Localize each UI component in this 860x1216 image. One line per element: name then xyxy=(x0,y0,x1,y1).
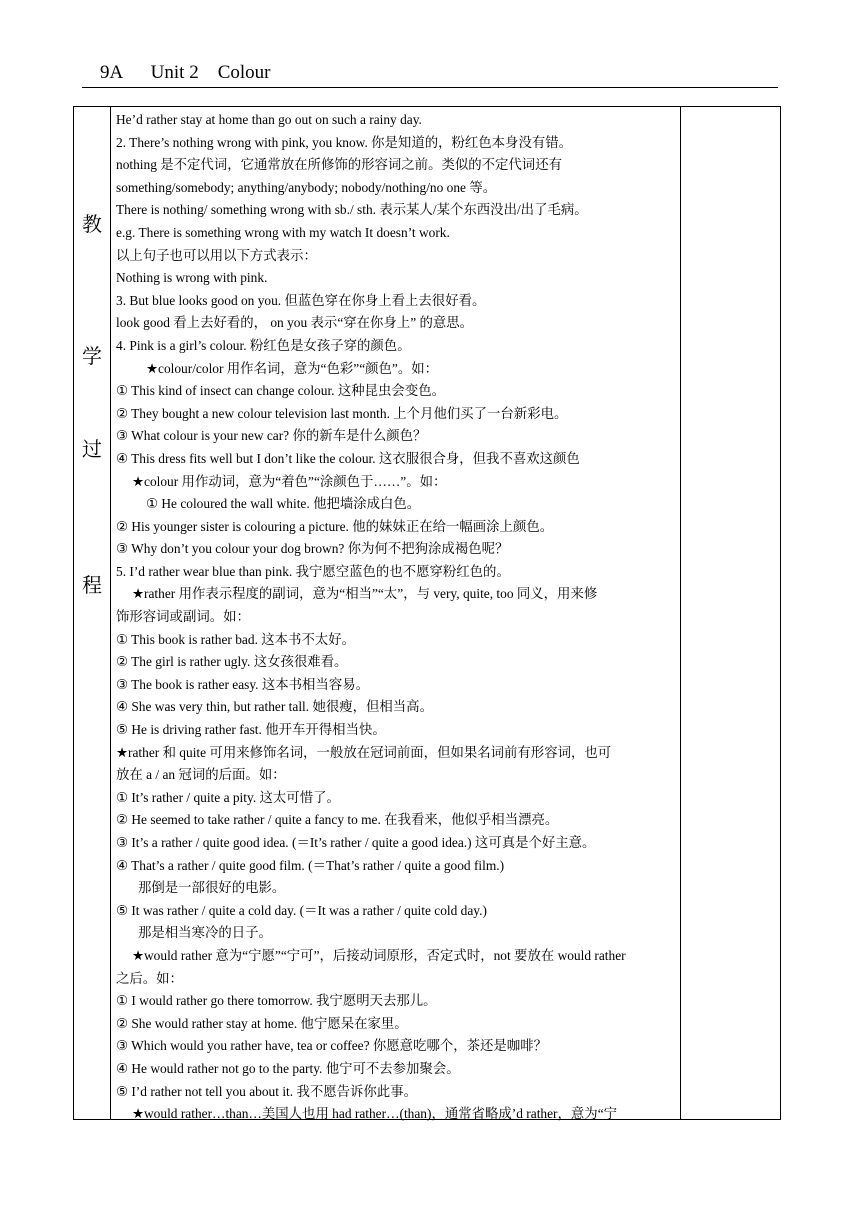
column-divider-left xyxy=(110,107,111,1119)
side-label-column xyxy=(74,107,110,1119)
text-line: ⑤ He is driving rather fast. 他开车开得相当快。 xyxy=(116,722,386,738)
text-line: ① I would rather go there tomorrow. 我宁愿明天去那儿。 xyxy=(116,993,437,1009)
text-line: ④ This dress fits well but I don’t like the colour. 这衣服很合身，但我不喜欢这颜色 xyxy=(116,450,580,466)
text-line: There is nothing/ something wrong with sb./ sth. 表示某人/某个东西没出/出了毛病。 xyxy=(116,202,588,218)
text-line: ② The girl is rather ugly. 这女孩很难看。 xyxy=(116,654,348,670)
text-line: ★would rather 意为“宁愿”“宁可”，后接动词原形，否定式时，not 要放在 would rather xyxy=(132,947,626,963)
text-line: 以上句子也可以用以下方式表示： xyxy=(116,247,317,263)
text-line: ★colour/color 用作名词，意为“色彩”“颜色”。如： xyxy=(146,360,439,376)
text-line: 5. I’d rather wear blue than pink. 我宁愿空蓝色的也不愿穿粉红色的。 xyxy=(116,563,510,579)
text-line: 放在 a / an 冠词的后面。如： xyxy=(116,767,286,783)
text-line: 饰形容词或副词。如： xyxy=(116,609,250,625)
text-line: ③ The book is rather easy. 这本书相当容易。 xyxy=(116,676,369,692)
text-line: ② His younger sister is colouring a picture. 他的妹妹正在给一幅画涂上颜色。 xyxy=(116,518,554,534)
text-line: ⑤ It was rather / quite a cold day. (＝It was a rather / quite cold day.) xyxy=(116,902,487,918)
text-line: ④ She was very thin, but rather tall. 她很瘦，但相当高。 xyxy=(116,699,433,715)
text-line: 4. Pink is a girl’s colour. 粉红色是女孩子穿的颜色。 xyxy=(116,337,411,353)
text-line: 那是相当寒冷的日子。 xyxy=(138,925,272,941)
page-header: 9A Unit 2 Colour xyxy=(100,62,271,83)
text-line: ② They bought a new colour television last month. 上个月他们买了一台新彩电。 xyxy=(116,405,568,421)
text-line: ④ He would rather not go to the party. 他宁可不去参加聚会。 xyxy=(116,1060,460,1076)
side-label-char: 过 xyxy=(82,437,102,461)
text-line: look good 看上去好看的， on you 表示“穿在你身上” 的意思。 xyxy=(116,315,474,331)
text-line: e.g. There is something wrong with my watch It doesn’t work. xyxy=(116,224,450,240)
text-line: ④ That’s a rather / quite good film. (＝That’s rather / quite a good film.) xyxy=(116,857,505,873)
text-line: ★rather 用作表示程度的副词，意为“相当”“太”，与 very, quite, too 同义，用来修 xyxy=(132,586,598,602)
text-line: nothing 是不定代词，它通常放在所修饰的形容词之前。类似的不定代词还有 xyxy=(116,157,562,173)
text-line: Nothing is wrong with pink. xyxy=(116,270,268,286)
text-line: ① He coloured the wall white. 他把墙涂成白色。 xyxy=(146,496,421,512)
text-line: ① This kind of insect can change colour. 这种昆虫会变色。 xyxy=(116,383,445,399)
text-line: 2. There’s nothing wrong with pink, you know. 你是知道的，粉红色本身没有错。 xyxy=(116,134,573,150)
text-line: ③ It’s a rather / quite good idea. (＝It’s rather / quite a good idea.) 这可真是个好主意。 xyxy=(116,835,596,850)
text-line: ★would rather…than…美国人也用 had rather…(than)，通常省略成’d rather，意为“宁 xyxy=(132,1106,618,1122)
text-line: ③ Which would you rather have, tea or coffee? 你愿意吃哪个，茶还是咖啡？ xyxy=(116,1038,547,1054)
text-line: ① This book is rather bad. 这本书不太好。 xyxy=(116,631,356,647)
column-divider-right xyxy=(680,107,681,1119)
text-line: ③ What colour is your new car? 你的新车是什么颜色？ xyxy=(116,428,427,444)
text-line: something/somebody; anything/anybody; nobody/nothing/no one 等。 xyxy=(116,179,497,195)
text-line: ★colour 用作动词，意为“着色”“涂颜色于……”。如： xyxy=(132,473,447,489)
lesson-content xyxy=(116,109,676,1126)
text-line: ⑤ I’d rather not tell you about it. 我不愿告诉你此事。 xyxy=(116,1083,417,1099)
text-line: ① It’s rather / quite a pity. 这太可惜了。 xyxy=(116,789,340,805)
text-line: 3. But blue looks good on you. 但蓝色穿在你身上看上去很好看。 xyxy=(116,292,486,308)
text-line: ② He seemed to take rather / quite a fancy to me. 在我看来，他似乎相当漂亮。 xyxy=(116,812,559,828)
side-label-char: 程 xyxy=(82,573,102,597)
side-label-char: 教 xyxy=(82,212,102,236)
text-line: ③ Why don’t you colour your dog brown? 你为何不把狗涂成褐色呢？ xyxy=(116,541,509,557)
side-label-char: 学 xyxy=(82,344,102,368)
text-line: ② She would rather stay at home. 他宁愿呆在家里。 xyxy=(116,1015,408,1031)
text-line: 之后。如： xyxy=(116,970,183,986)
text-line: He’d rather stay at home than go out on such a rainy day. xyxy=(116,112,422,127)
header-rule xyxy=(82,87,778,88)
text-line: 那倒是一部很好的电影。 xyxy=(138,880,286,896)
text-line: ★rather 和 quite 可用来修饰名词，一般放在冠词前面，但如果名词前有形容词，也可 xyxy=(116,744,612,760)
lesson-table xyxy=(73,106,781,1120)
